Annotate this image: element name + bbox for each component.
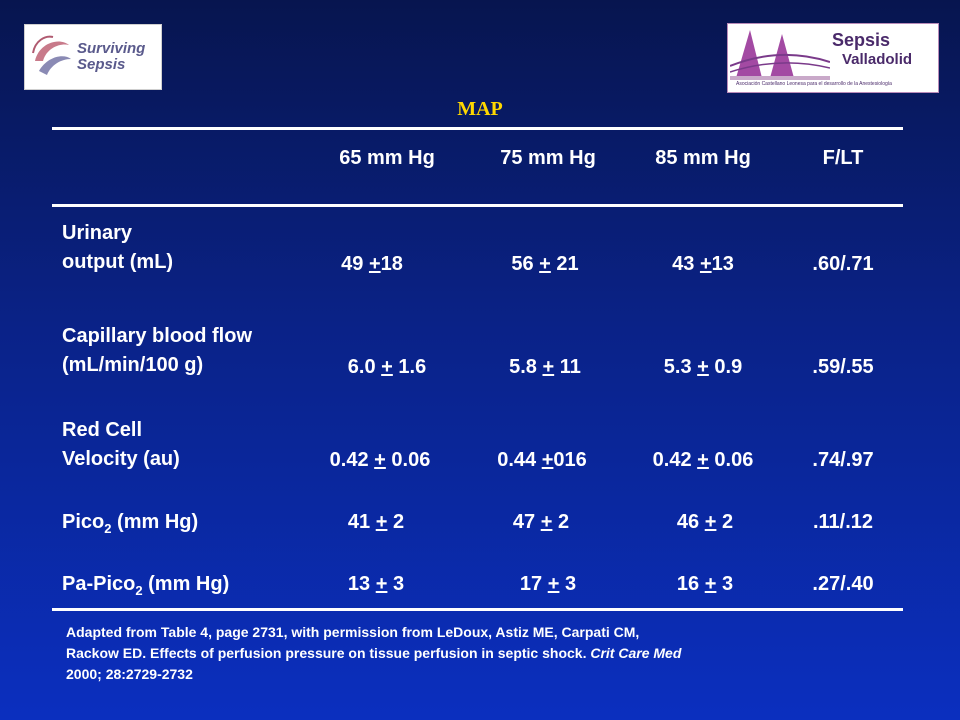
value-pico2-flt: .11/.12 — [812, 511, 874, 533]
top-rule — [52, 127, 903, 130]
value-velocity-85: 0.42 + 0.06 — [652, 449, 754, 471]
hands-logo-icon — [29, 31, 75, 83]
value-pico2-75: 47 + 2 — [512, 511, 570, 533]
value-capillary-65: 6.0 + 1.6 — [347, 356, 427, 378]
column-header-flt: F/LT — [822, 147, 864, 169]
value-pico2-85: 46 + 2 — [676, 511, 734, 533]
logo-left-line1: Surviving — [77, 40, 146, 57]
logo-right-line1: Sepsis — [832, 30, 891, 50]
bottom-rule — [52, 608, 903, 611]
bridge-logo-icon — [730, 26, 830, 82]
column-header-75: 75 mm Hg — [500, 147, 596, 169]
sepsis-valladolid-logo — [727, 23, 939, 93]
value-velocity-flt: .74/.97 — [812, 449, 874, 471]
row-label-red-cell-velocity: Red Cell Velocity (au) — [62, 419, 180, 470]
value-capillary-85: 5.3 + 0.9 — [663, 356, 743, 378]
value-urinary-65: 49 +18 — [341, 253, 403, 275]
header-rule — [52, 204, 903, 207]
value-velocity-75: 0.44 +016 — [497, 449, 587, 471]
journal-name: Crit Care Med — [590, 645, 682, 661]
value-pa-pico2-65: 13 + 3 — [347, 573, 405, 595]
value-pa-pico2-flt: .27/.40 — [812, 573, 874, 595]
logo-right-caption: Asociación Castellano Leonesa para el desarrollo de la Anestesiología — [736, 81, 892, 87]
value-capillary-flt: .59/.55 — [812, 356, 874, 378]
column-header-65: 65 mm Hg — [339, 147, 435, 169]
citation-footnote: Adapted from Table 4, page 2731, with permission from LeDoux, Astiz ME, Carpati CM, Rackow ED. Effects of perfusion pressure on tissue perfusion in septic shock. Crit Care Med 2000; 28:2729-2732 — [66, 624, 682, 682]
value-urinary-85: 43 +13 — [672, 253, 734, 275]
surviving-sepsis-logo — [24, 24, 162, 90]
value-capillary-75: 5.8 + 11 — [509, 356, 581, 378]
value-pico2-65: 41 + 2 — [347, 511, 405, 533]
value-velocity-65: 0.42 + 0.06 — [329, 449, 431, 471]
row-label-urinary-output: Urinary output (mL) — [62, 222, 174, 273]
value-urinary-75: 56 + 21 — [511, 253, 579, 275]
row-label-pico2: Pico$_2$ (mm Hg) — [62, 511, 199, 536]
value-pa-pico2-75: 17 + 3 — [519, 573, 577, 595]
table-title: MAP — [457, 98, 503, 120]
row-label-capillary-blood-flow: Capillary blood flow (mL/min/100 g) — [62, 325, 253, 376]
logo-right-line2: Valladolid — [842, 51, 913, 68]
value-urinary-flt: .60/.71 — [812, 253, 874, 275]
logo-left-line2: Sepsis — [77, 56, 126, 73]
value-pa-pico2-85: 16 + 3 — [676, 573, 734, 595]
column-header-85: 85 mm Hg — [655, 147, 751, 169]
row-label-pa-pico2: Pa-Pico$_2$ (mm Hg) — [62, 573, 230, 598]
